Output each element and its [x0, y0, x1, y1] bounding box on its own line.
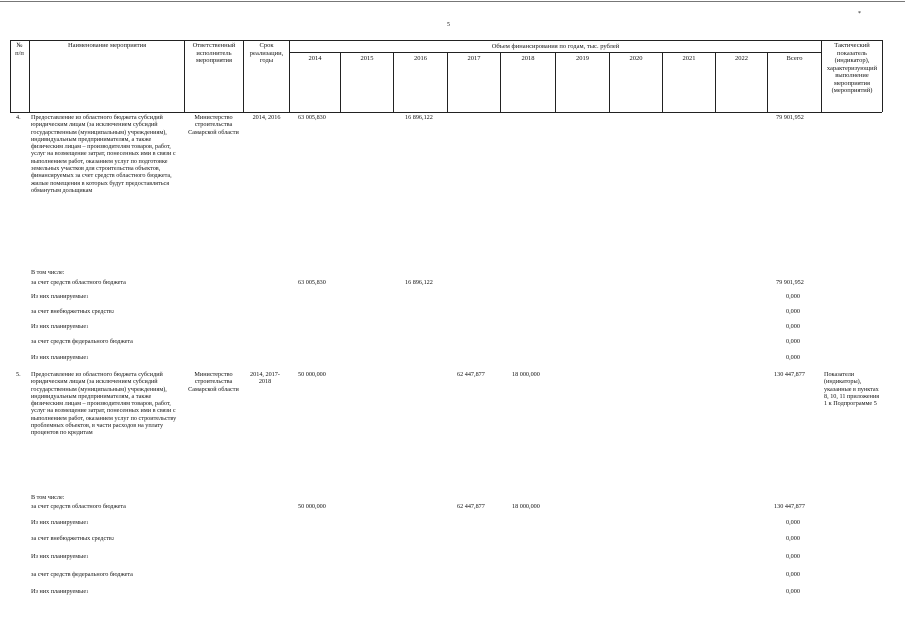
subrow-total: 0,000 — [786, 519, 800, 526]
subrow-total: 0,000 — [786, 323, 800, 330]
row-value-2018: 18 000,000 — [512, 371, 540, 378]
subrow-total: 0,000 — [786, 571, 800, 578]
row-executor: Министерство строительства Самарской области — [188, 371, 239, 393]
footnote-mark: 1 — [86, 554, 89, 559]
subrow-total: 0,000 — [786, 338, 800, 345]
header-year-2018: 2018 — [521, 55, 535, 62]
subrow-value-2014: 50 000,000 — [298, 503, 326, 510]
row-name: Предоставление из областного бюджета субсидий юридическим лицам (за исключением субсидий государственным (муниципальным) учреждениям), индивидуальным предпринимателям, а также физическим лицам – производителям товаров, работ, услуг на возмещение затрат, понесенных ими в связи с выполнением работ, оказанием услуг по строительству проблемных объектов, в части расходов на уплату процентов по кредитам — [31, 371, 177, 437]
header-year-2015: 2015 — [360, 55, 374, 62]
subrow-label: за счет внебюджетных средств$^2$ — [31, 535, 115, 542]
header-period: Срок реализации, годы — [249, 42, 284, 64]
subrow-label: за счет средств федерального бюджета — [31, 338, 133, 345]
footnote-mark: 2 — [111, 536, 115, 541]
subrow-label: за счет средств федерального бюджета — [31, 571, 133, 578]
footnote-mark: 1 — [86, 324, 89, 329]
including-label: В том числе: — [31, 494, 65, 501]
subrow-value-2017: 62 447,877 — [457, 503, 485, 510]
subrow-label: Из них планируемые$^1$ — [31, 323, 89, 330]
subrow-total: 0,000 — [786, 535, 800, 542]
subrow-label: Из них планируемые$^1$ — [31, 354, 89, 361]
footnote-mark: 2 — [111, 309, 115, 314]
header-total: Всего — [786, 55, 803, 62]
subrow-label: Из них планируемые$^1$ — [31, 588, 89, 595]
header-year-2022: 2022 — [735, 55, 748, 62]
subrow-value-2018: 18 000,000 — [512, 503, 540, 510]
top-edge-line — [0, 1, 905, 2]
header-year-2019: 2019 — [576, 55, 589, 62]
subrow-total: 79 901,952 — [776, 279, 804, 286]
row-value-2017: 62 447,877 — [457, 371, 485, 378]
row-period: 2014, 2016 — [252, 114, 281, 121]
header-funding: Объем финансирования по годам, тыс. рублей — [491, 43, 620, 50]
row-number: 4. — [16, 114, 21, 121]
subrow-total: 0,000 — [786, 553, 800, 560]
subrow-label: за счет средств областного бюджета — [31, 503, 126, 510]
header-year-2017: 2017 — [467, 55, 481, 62]
subrow-label: за счет средств областного бюджета — [31, 279, 126, 286]
subrow-total: 0,000 — [786, 354, 800, 361]
row-total: 79 901,952 — [776, 114, 804, 121]
header-year-2020: 2020 — [629, 55, 643, 62]
row-value-2014: 50 000,000 — [298, 371, 326, 378]
subrow-total: 0,000 — [786, 308, 800, 315]
header-year-2014: 2014 — [308, 55, 322, 62]
header-no: № п/п — [15, 42, 24, 57]
header-year-2016: 2016 — [414, 55, 427, 62]
header-indicator: Тактический показатель (индикатор), характеризующий выполнение мероприятия (мероприятий) — [826, 42, 878, 94]
subrow-label: за счет внебюджетных средств$^2$ — [31, 308, 115, 315]
subrow-label: Из них планируемые$^1$ — [31, 293, 89, 300]
subrow-label: Из них планируемые$^1$ — [31, 519, 89, 526]
subrow-total: 0,000 — [786, 588, 800, 595]
subrow-label: Из них планируемые$^1$ — [31, 553, 89, 560]
page-mark: 5 — [447, 22, 450, 28]
row-executor: Министерство строительства Самарской области — [188, 114, 239, 136]
footnote-mark: 1 — [86, 294, 89, 299]
row-total: 130 447,877 — [774, 371, 805, 378]
row-value-2016: 16 896,122 — [405, 114, 433, 121]
header-name: Наименование мероприятия — [67, 42, 147, 49]
footnote-mark: 1 — [86, 520, 89, 525]
row-name: Предоставление из областного бюджета субсидий юридическим лицам (за исключением субсидий государственным (муниципальным) учреждениям), индивидуальным предпринимателям, а также физическим лицам – производителям товаров, работ, услуг на возмещение затрат, понесенных ими в связи с выполнением работ, оказанием услуг по подготовке земельных участков для строительства объектов, финансируемых за счет средств областного бюджета, жилые помещения в которых будут предоставляться обманутым дольщикам — [31, 114, 176, 194]
subrow-value-2014: 63 005,830 — [298, 279, 326, 286]
row-indicator: Показатели (индикаторы), указанные в пунктах 8, 10, 11 приложения 1 к Подпрограмме 5 — [824, 371, 880, 408]
row-value-2014: 63 005,830 — [298, 114, 326, 121]
including-label: В том числе: — [31, 269, 65, 276]
footnote-mark: 1 — [86, 589, 89, 594]
subrow-total: 0,000 — [786, 293, 800, 300]
header-executor: Ответственный исполнитель мероприятия — [192, 42, 236, 64]
subrow-value-2016: 16 896,122 — [405, 279, 433, 286]
row-period: 2014, 2017-2018 — [250, 371, 280, 386]
footnote-mark: 1 — [86, 355, 89, 360]
row-number: 5. — [16, 371, 21, 378]
header-year-2021: 2021 — [682, 55, 696, 62]
subrow-total: 130 447,877 — [774, 503, 805, 510]
corner-mark: * — [858, 11, 861, 17]
